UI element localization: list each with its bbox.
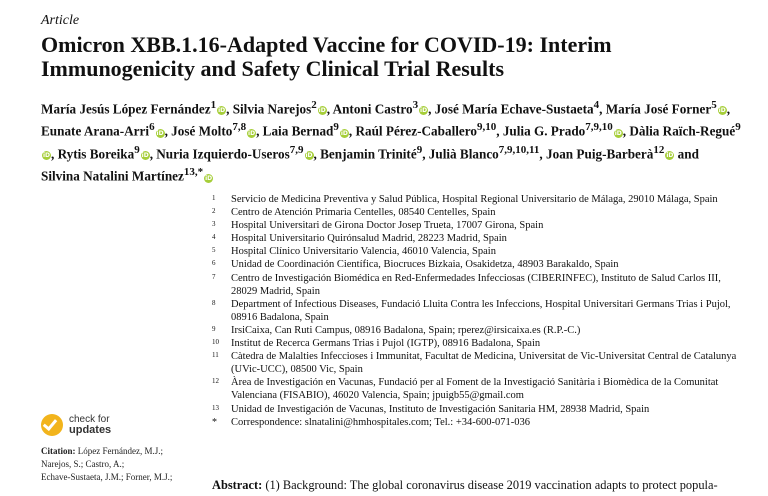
citation-block (41, 445, 191, 484)
affiliation-number: 2 (212, 207, 216, 216)
affiliation-item (212, 272, 742, 298)
author-affiliation-sup: 9 (134, 143, 140, 156)
affiliation-number: 4 (212, 233, 216, 242)
orcid-icon[interactable]: iD (666, 152, 674, 160)
author-separator: , (539, 146, 547, 162)
orcid-icon[interactable]: iD (218, 107, 226, 115)
orcid-icon[interactable]: iD (156, 129, 164, 137)
correspondence-text[interactable]: Correspondence: slnatalini@hmhospitales.com; Tel.: +34-600-071-036 (231, 416, 530, 428)
affiliation-text: Hospital Universitario Quirónsalud Madrid, 28223 Madrid, Spain (231, 233, 507, 245)
author-list (41, 96, 741, 186)
author-affiliation-sup: 9,10 (476, 121, 497, 134)
author-separator: , (348, 123, 356, 139)
affiliation-number: 12 (212, 377, 219, 386)
author-separator: , (164, 123, 172, 139)
citation-label: Citation: (41, 446, 76, 456)
author-name[interactable]: Dàlia Raïch-Regué (629, 123, 736, 139)
affiliation-text: Servicio de Medicina Preventiva y Salud Pública, Hospital Regional Universitario de Málaga, 29010 Málaga, Spain (231, 194, 718, 205)
affiliation-number: 3 (212, 220, 216, 229)
affiliation-item (212, 350, 742, 376)
author-name[interactable]: Julià Blanco (428, 146, 499, 162)
orcid-icon[interactable]: iD (420, 107, 428, 115)
affiliation-text: IrsiCaixa, Can Ruti Campus, 08916 Badalona, Spain; rperez@irsicaixa.es (R.P.-C.) (231, 324, 581, 336)
author-separator: , (226, 101, 233, 117)
orcid-icon[interactable]: iD (718, 107, 726, 115)
author-affiliation-sup: 4 (593, 99, 600, 111)
orcid-icon[interactable]: iD (340, 129, 348, 137)
orcid-icon[interactable]: iD (248, 129, 256, 137)
affiliation-item (212, 298, 742, 324)
affiliation-text: Àrea de Investigación en Vacunas, Fundació per al Foment de la Investigació Sanitària i Biomèdica de la Comunitat Valenciana (FISABIO), 46020 Valencia, Spain; jpuigb55@gmail.com (231, 377, 719, 402)
citation-line: Echave-Sustaeta, J.M.; Forner, M.J.; (41, 472, 173, 482)
affiliation-number: 6 (212, 259, 216, 268)
affiliation-number: 11 (212, 351, 219, 360)
affiliation-text: Centro de Atención Primaria Centelles, 08540 Centelles, Spain (231, 207, 496, 219)
check-updates-line2: updates (69, 424, 112, 436)
affiliation-item (212, 403, 742, 416)
author-name[interactable]: Nuria Izquierdo-Useros (156, 146, 290, 162)
author-affiliation-sup: 13,* (183, 166, 204, 179)
author-affiliation-sup: 7,8 (232, 121, 247, 134)
author-separator: , (622, 123, 630, 139)
abstract-label: Abstract: (212, 478, 263, 492)
affiliation-text: Department of Infectious Diseases, Fundació Lluita Contra les Infeccions, Hospital Universitari Germans Trias i Pujol, 08916 Badalona, Spain (231, 298, 731, 323)
affiliation-number: 8 (212, 298, 216, 307)
affiliation-list (212, 193, 742, 429)
affiliation-item (212, 206, 742, 219)
affiliation-item (212, 193, 742, 206)
author-name[interactable]: Eunate Arana-Arri (41, 123, 150, 139)
author-name[interactable]: Benjamin Trinité (320, 146, 417, 162)
affiliation-text: Institut de Recerca Germans Trias i Pujol (IGTP), 08916 Badalona, Spain (231, 338, 541, 350)
orcid-icon[interactable]: iD (305, 152, 313, 160)
affiliation-item (212, 219, 742, 232)
affiliation-item (212, 245, 742, 258)
author-affiliation-sup: 3 (412, 99, 419, 111)
author-name[interactable]: Silvina Natalini Martínez (41, 168, 184, 184)
author-affiliation-sup: 7,9,10 (585, 121, 613, 134)
author-name[interactable]: Silvia Narejos (232, 101, 312, 117)
author-separator: , (51, 146, 58, 162)
correspondence (212, 416, 742, 429)
affiliation-number: 7 (212, 272, 216, 281)
affiliation-text: Càtedra de Malalties Infeccioses i Immunitat, Facultat de Medicina, Universitat de Vic-Universitat Central de Catalunya (UVic-UCC), 08500 Vic, Spain (231, 351, 737, 376)
author-separator: , (256, 123, 263, 139)
affiliation-text: Centro de Investigación Biomédica en Red-Enfermedades Infecciosas (CIBERINFEC), Instituto de Salud Carlos III, 28029 Madrid, Spain (231, 272, 721, 297)
abstract-text: (1) Background: The global coronavirus disease 2019 vaccination adapts to protect popula- (265, 478, 718, 492)
author-affiliation-sup: 2 (311, 99, 317, 111)
affiliation-number: 9 (212, 324, 216, 333)
affiliation-number: 1 (212, 194, 216, 202)
author-name[interactable]: Raúl Pérez-Caballero (355, 123, 477, 139)
author-separator: , (313, 146, 321, 162)
author-name[interactable]: Julia G. Prado (502, 123, 586, 139)
affiliation-text: Hospital Universitari de Girona Doctor Josep Trueta, 17007 Girona, Spain (231, 220, 544, 232)
check-for-updates-badge[interactable] (41, 414, 111, 436)
author-affiliation-sup: 9 (333, 121, 339, 134)
author-separator: , (326, 101, 333, 117)
citation-line: López Fernández, M.J.; (77, 446, 163, 456)
affiliation-number: 5 (212, 246, 216, 255)
affiliation-text: Hospital Clínico Universitario Valencia, 46010 Valencia, Spain (231, 246, 496, 258)
author-name[interactable]: Antoni Castro (332, 101, 413, 117)
correspondence-marker: * (212, 416, 217, 428)
orcid-icon[interactable]: iD (205, 174, 213, 182)
author-name[interactable]: José Molto (171, 123, 233, 139)
author-affiliation-sup: 12 (653, 143, 665, 156)
author-affiliation-sup: 9 (416, 143, 423, 156)
orcid-icon[interactable]: iD (318, 107, 326, 115)
author-separator: , (422, 146, 426, 162)
check-updates-line1: check for (69, 414, 110, 425)
affiliation-text: Unidad de Coordinación Científica, Biocruces Bizkaia, Osakidetza, 48903 Barakaldo, Spain (231, 259, 619, 271)
orcid-icon[interactable]: iD (141, 152, 149, 160)
author-separator: , (599, 101, 603, 117)
orcid-icon[interactable]: iD (614, 129, 622, 137)
author-separator: , (726, 101, 730, 117)
author-affiliation-sup: 7,9,10,11 (498, 143, 540, 156)
author-name[interactable]: José María Echave-Sustaeta (434, 101, 594, 117)
affiliation-number: 13 (212, 403, 219, 412)
affiliation-item (212, 232, 742, 245)
author-affiliation-sup: 5 (711, 99, 717, 111)
author-name[interactable]: Joan Puig-Barberà (546, 146, 654, 162)
author-affiliation-sup: 7,9 (289, 143, 304, 156)
author-separator: , (496, 123, 500, 139)
affiliation-item (212, 258, 742, 271)
author-affiliation-sup: 9 (735, 121, 741, 134)
affiliation-item (212, 376, 742, 402)
abstract (212, 477, 752, 493)
author-name[interactable]: Laia Bernad (262, 123, 334, 139)
author-separator: , (428, 101, 435, 117)
author-affiliation-sup: 6 (149, 121, 155, 134)
author-name[interactable]: María Jesús López Fernández (41, 101, 211, 117)
citation-line: Narejos, S.; Castro, A.; (41, 459, 125, 469)
author-separator: and (674, 146, 699, 162)
orcid-icon[interactable]: iD (42, 152, 51, 160)
affiliation-text: Unidad de Investigación de Vacunas, Instituto de Investigación Sanitaria HM, 28938 Madrid, Spain (231, 403, 650, 415)
paper-title: Omicron XBB.1.16-Adapted Vaccine for COVID-19: Interim Immunogenicity and Safety Clinical Trial Results (41, 32, 612, 81)
author-affiliation-sup: 1 (210, 99, 217, 111)
author-separator: , (149, 146, 157, 162)
checkmark-icon (41, 414, 63, 436)
affiliation-item (212, 324, 742, 337)
affiliation-item (212, 337, 742, 350)
article-type-label: Article (41, 13, 80, 28)
author-name[interactable]: Rytis Boreika (57, 146, 135, 162)
affiliation-number: 10 (212, 338, 219, 347)
author-name[interactable]: María José Forner (605, 101, 712, 117)
